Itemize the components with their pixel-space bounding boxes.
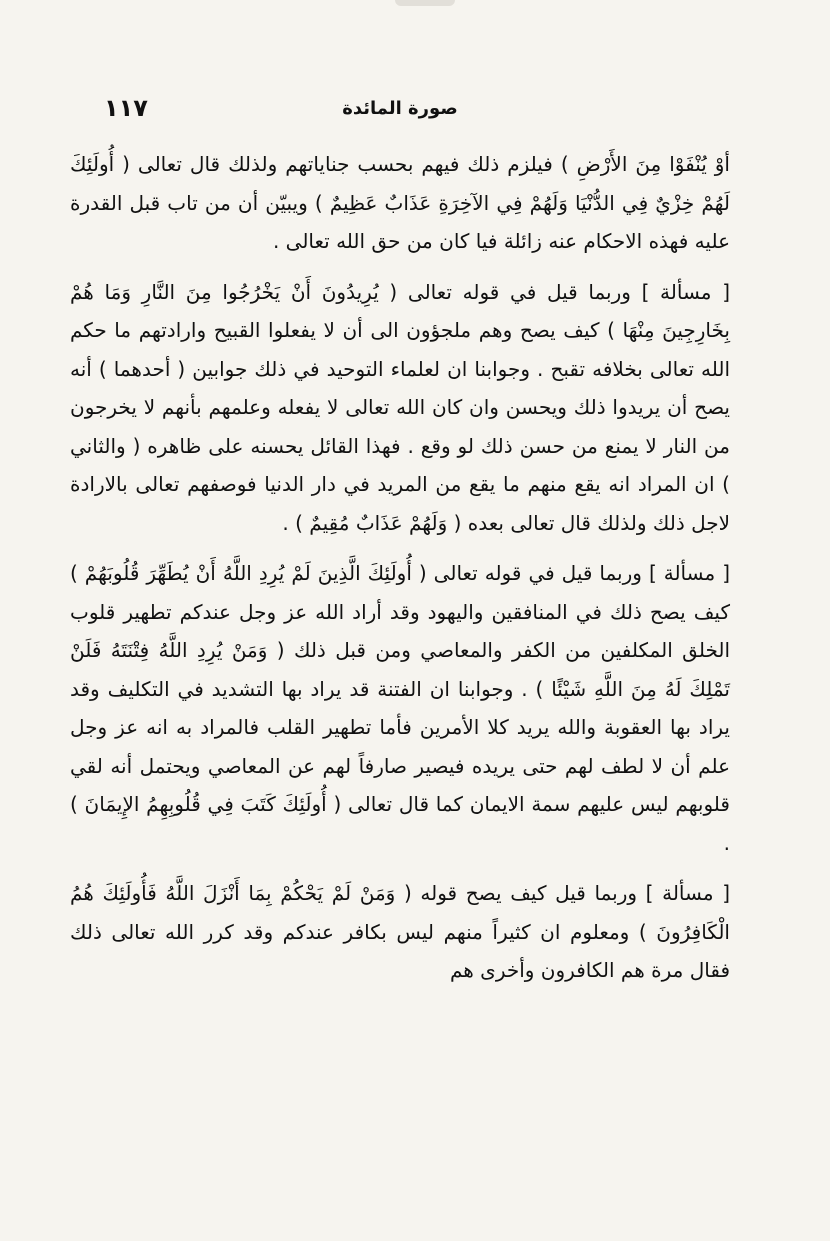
page-number: ١١٧: [104, 94, 148, 122]
surah-title: صورة المائدة: [342, 98, 458, 119]
scan-edge-shadow: [395, 0, 455, 6]
page-body: [70, 145, 730, 990]
paragraph-2: [ مسألة ] وربما قيل في قوله تعالى ( يُرِيدُونَ أَنْ يَخْرُجُوا مِنَ النَّارِ وَمَا هُمْ بِخَارِجِينَ مِنْهَا ) كيف يصح وهم ملجؤون الى أن لا يفعلوا القبيح وارادتهم ما حكم الله تعالى بخلافه تقبح . وجوابنا ان لعلماء التوحيد في ذلك جوابين ( أحدهما ) أنه يصح أن يريدوا ذلك ويحسن وان كان الله تعالى لا يفعله وعلمهم بأنهم لا يخرجون من النار لا يمنع من حسن ذلك لو وقع . فهذا القائل يحسنه على ظاهره ( والثاني ) ان المراد انه يقع منهم ما يقع من المريد في دار الدنيا فوصفهم تعالى بالارادة لاجل ذلك ولذلك قال تعالى بعده ( وَلَهُمْ عَذَابٌ مُقِيمٌ ) .: [70, 279, 730, 535]
paragraph-1: أوْ يُنْفَوْا مِنَ الأَرْضِ ) فيلزم ذلك فيهم بحسب جناياتهم ولذلك قال تعالى ( أُولَئِكَ لَهُمْ خِزْيٌ فِي الدُّنْيَا وَلَهُمْ فِي الآخِرَةِ عَذَابٌ عَظِيمٌ ) ويبيّن أن من تاب قبل القدرة عليه فهذه الاحكام عنه زائلة فيا كان من حق الله تعالى .: [70, 152, 730, 253]
page-header: [70, 94, 730, 124]
paragraph-4: [ مسألة ] وربما قيل كيف يصح قوله ( وَمَنْ لَمْ يَحْكُمْ بِمَا أَنْزَلَ اللَّهُ فَأُولَئِكَ هُمُ الْكَافِرُونَ ) ومعلوم ان كثيراً منهم ليس بكافر عندكم وقد كرر الله تعالى ذلك فقال مرة هم الكافرون وأخرى هم: [70, 881, 730, 982]
paragraph-3: [ مسألة ] وربما قيل في قوله تعالى ( أُولَئِكَ الَّذِينَ لَمْ يُرِدِ اللَّهُ أَنْ يُطَهِّرَ قُلُوبَهُمْ ) كيف يصح ذلك في المنافقين واليهود وقد أراد الله عز وجل عندكم تطهير قلوب الخلق المكلفين من الكفر والمعاصي ومن قبل ذلك ( وَمَنْ يُرِدِ اللَّهُ فِتْنَتَهُ فَلَنْ تَمْلِكَ لَهُ مِنَ اللَّهِ شَيْئًا ) . وجوابنا ان الفتنة قد يراد بها التشديد في التكليف وقد يراد بها العقوبة والله يريد كلا الأمرين فأما تطهير القلب فالمراد به انه عز وجل علم أن لا لطف لهم حتى يريده فيصير صارفاً لهم عن المعاصي ويحتمل أنه لقي قلوبهم ليس عليهم سمة الايمان كما قال تعالى ( أُولَئِكَ كَتَبَ فِي قُلُوبِهِمُ الإِيمَانَ ) .: [70, 561, 730, 855]
